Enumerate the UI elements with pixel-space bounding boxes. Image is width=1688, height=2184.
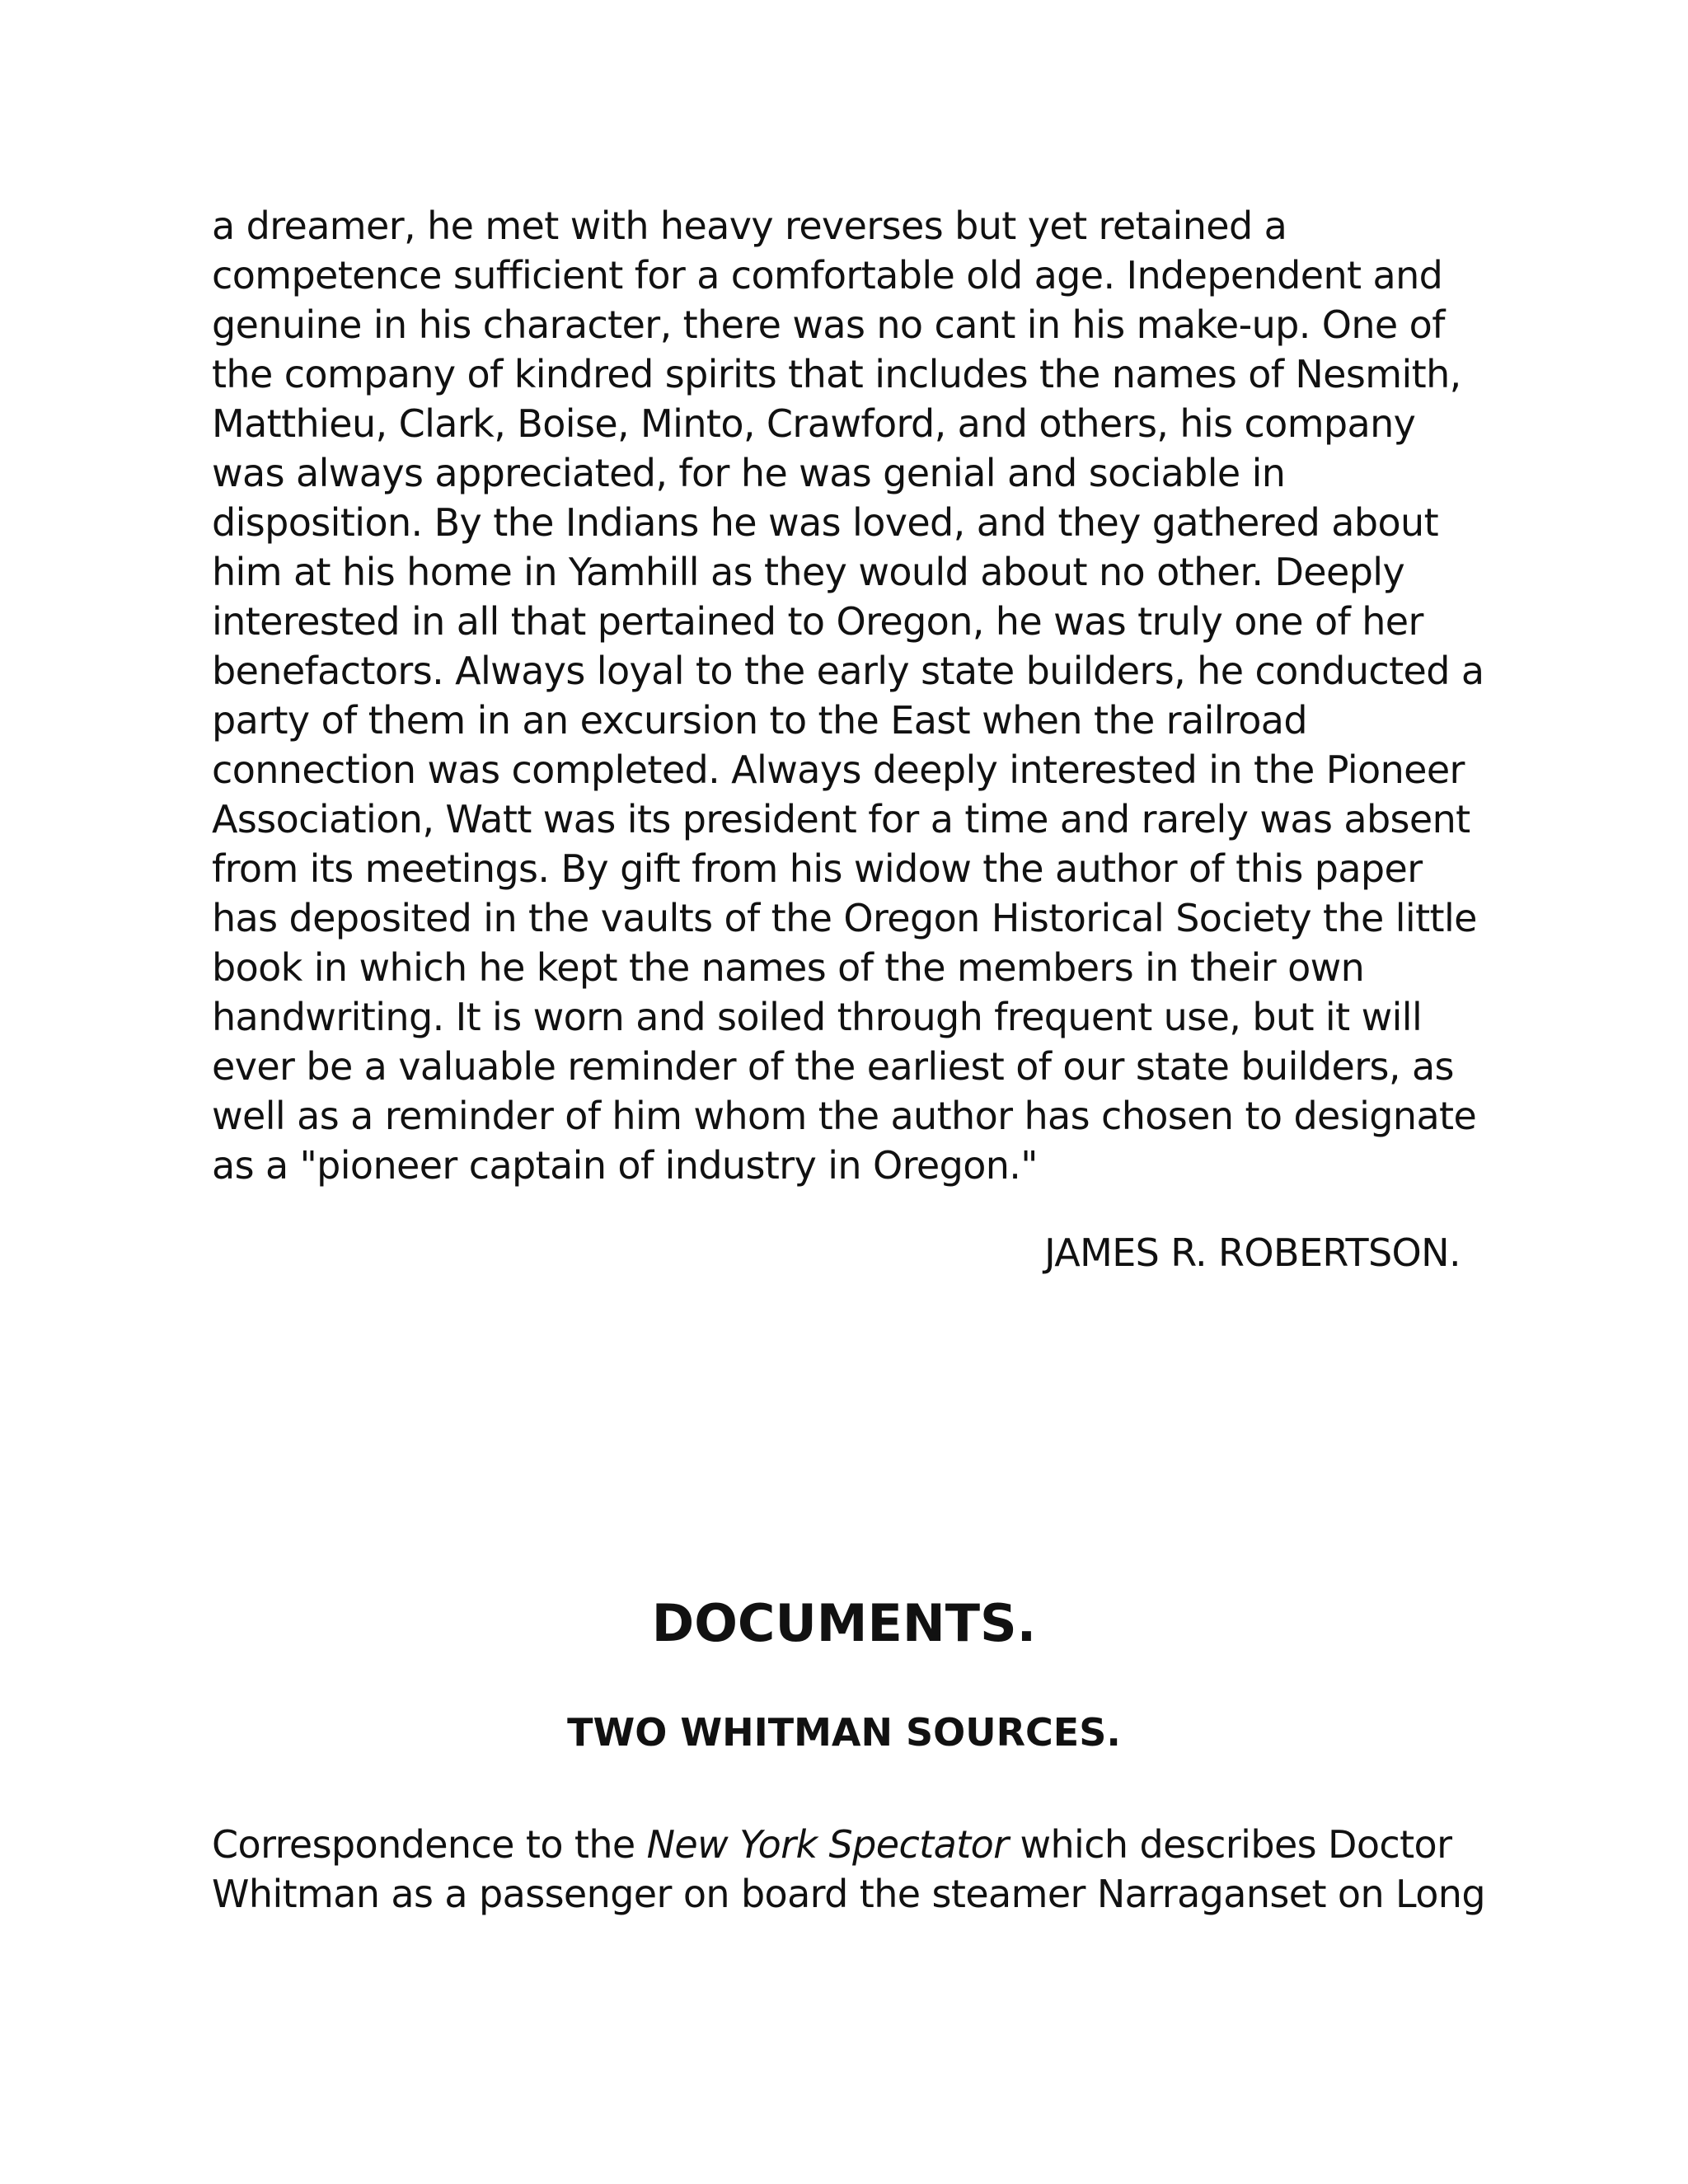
intro-paragraph: [212, 1820, 1485, 1919]
body-line-18: ever be a valuable reminder of the earliest of our state builders, as: [212, 1044, 1454, 1089]
intro-line-1: [212, 1820, 1481, 1869]
body-line-19: well as a reminder of him whom the author has chosen to designate: [212, 1094, 1477, 1138]
body-line-2: competence sufficient for a comfortable old age. Independent and: [212, 253, 1443, 298]
body-line-1: a dreamer, he met with heavy reverses but yet retained a: [212, 204, 1287, 248]
body-line-14: from its meetings. By gift from his widow the author of this paper: [212, 846, 1423, 891]
intro-text-before: Correspondence to the: [212, 1822, 647, 1867]
author-signature: JAMES R. ROBERTSON.: [1044, 1230, 1461, 1275]
body-line-7: disposition. By the Indians he was loved, and they gathered about: [212, 500, 1439, 545]
body-line-3: genuine in his character, there was no cant in his make-up. One of: [212, 302, 1445, 347]
body-line-13: Association, Watt was its president for a time and rarely was absent: [212, 797, 1470, 841]
body-line-20: as a "pioneer captain of industry in Oregon.": [212, 1143, 1038, 1188]
intro-line-2: Whitman as a passenger on board the steamer Narraganset on Long: [212, 1872, 1485, 1916]
body-line-17: handwriting. It is worn and soiled through frequent use, but it will: [212, 995, 1423, 1039]
body-line-6: was always appreciated, for he was genial and sociable in: [212, 451, 1286, 495]
body-line-10: benefactors. Always loyal to the early state builders, he conducted a: [212, 649, 1484, 693]
section-heading: DOCUMENTS.: [651, 1593, 1037, 1653]
body-line-4: the company of kindred spirits that includes the names of Nesmith,: [212, 352, 1461, 396]
body-line-15: has deposited in the vaults of the Oregon Historical Society the little: [212, 896, 1477, 940]
body-line-8: him at his home in Yamhill as they would about no other. Deeply: [212, 550, 1405, 594]
body-line-9: interested in all that pertained to Oregon, he was truly one of her: [212, 599, 1423, 644]
body-line-11: party of them in an excursion to the East when the railroad: [212, 698, 1307, 743]
body-line-16: book in which he kept the names of the members in their own: [212, 945, 1365, 990]
body-line-12: connection was completed. Always deeply interested in the Pioneer: [212, 748, 1465, 792]
intro-text-after: which describes Doctor: [1008, 1822, 1452, 1867]
subheading: TWO WHITMAN SOURCES.: [567, 1710, 1121, 1755]
newspaper-title: New York Spectator: [646, 1822, 1009, 1867]
body-line-5: Matthieu, Clark, Boise, Minto, Crawford, and others, his company: [212, 401, 1416, 446]
body-paragraph: [212, 201, 1484, 1190]
